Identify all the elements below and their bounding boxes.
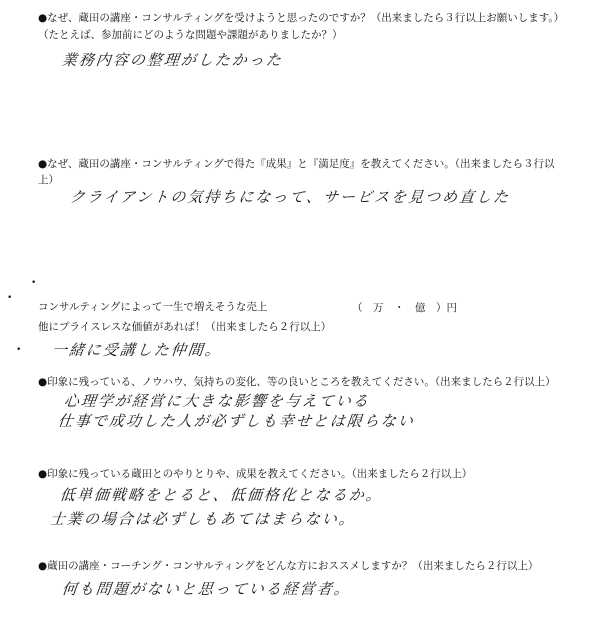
answer-2: クライアントの気持ちになって、サービスを見つめ直した bbox=[69, 188, 512, 206]
answer-1: 業務内容の整理がしたかった bbox=[61, 51, 284, 69]
question-2: ●なぜ、蔵田の講座・コンサルティングで得た『成果』と『満足度』を教えてください。（出来ましたら３行以 bbox=[38, 158, 555, 170]
answer-5-line-2: 士業の場合は必ずしもあてはまらない。 bbox=[49, 510, 357, 528]
question-1-sub: （たとえば、参加前にどのような問題や課題がありましたか？） bbox=[38, 29, 343, 41]
answer-4-line-1: 心理学が経営に大きな影響を与えている bbox=[63, 392, 371, 410]
question-3-priceless: 他にプライスレスな価値があれば！（出来ましたら２行以上） bbox=[38, 321, 332, 333]
question-4: ●印象に残っている、ノウハウ、気持ちの変化、等の良いところを教えてください。（出来ましたら２行以上） bbox=[38, 376, 556, 388]
stray-mark: • bbox=[7, 293, 13, 303]
stray-mark: • bbox=[31, 278, 37, 288]
question-6: ●蔵田の講座・コーチング・コンサルティングをどんな方におススメしますか？（出来ましたら２行以上） bbox=[38, 560, 539, 572]
question-1: ●なぜ、蔵田の講座・コンサルティングを受けようと思ったのですか？（出来ましたら３行以上お願いします。） bbox=[38, 12, 565, 24]
question-3: コンサルティングによって一生で増えそうな売上 bbox=[38, 301, 268, 313]
answer-6: 何も問題がないと思っている経営者。 bbox=[61, 580, 352, 598]
answer-4-line-2: 仕事で成功した人が必ずしも幸せとは限らない bbox=[57, 412, 416, 430]
sales-unit-label: （ 万 ・ 億 ）円 bbox=[352, 302, 457, 314]
answer-3: 一緒に受講した仲間。 bbox=[51, 341, 223, 359]
question-5: ●印象に残っている蔵田とのやりとりや、成果を教えてください。（出来ましたら２行以上） bbox=[38, 468, 473, 480]
question-2-continued: 上） bbox=[38, 174, 59, 186]
answer-5-line-1: 低単価戦略をとると、低価格化となるか。 bbox=[59, 486, 384, 504]
stray-mark: • bbox=[16, 345, 22, 355]
